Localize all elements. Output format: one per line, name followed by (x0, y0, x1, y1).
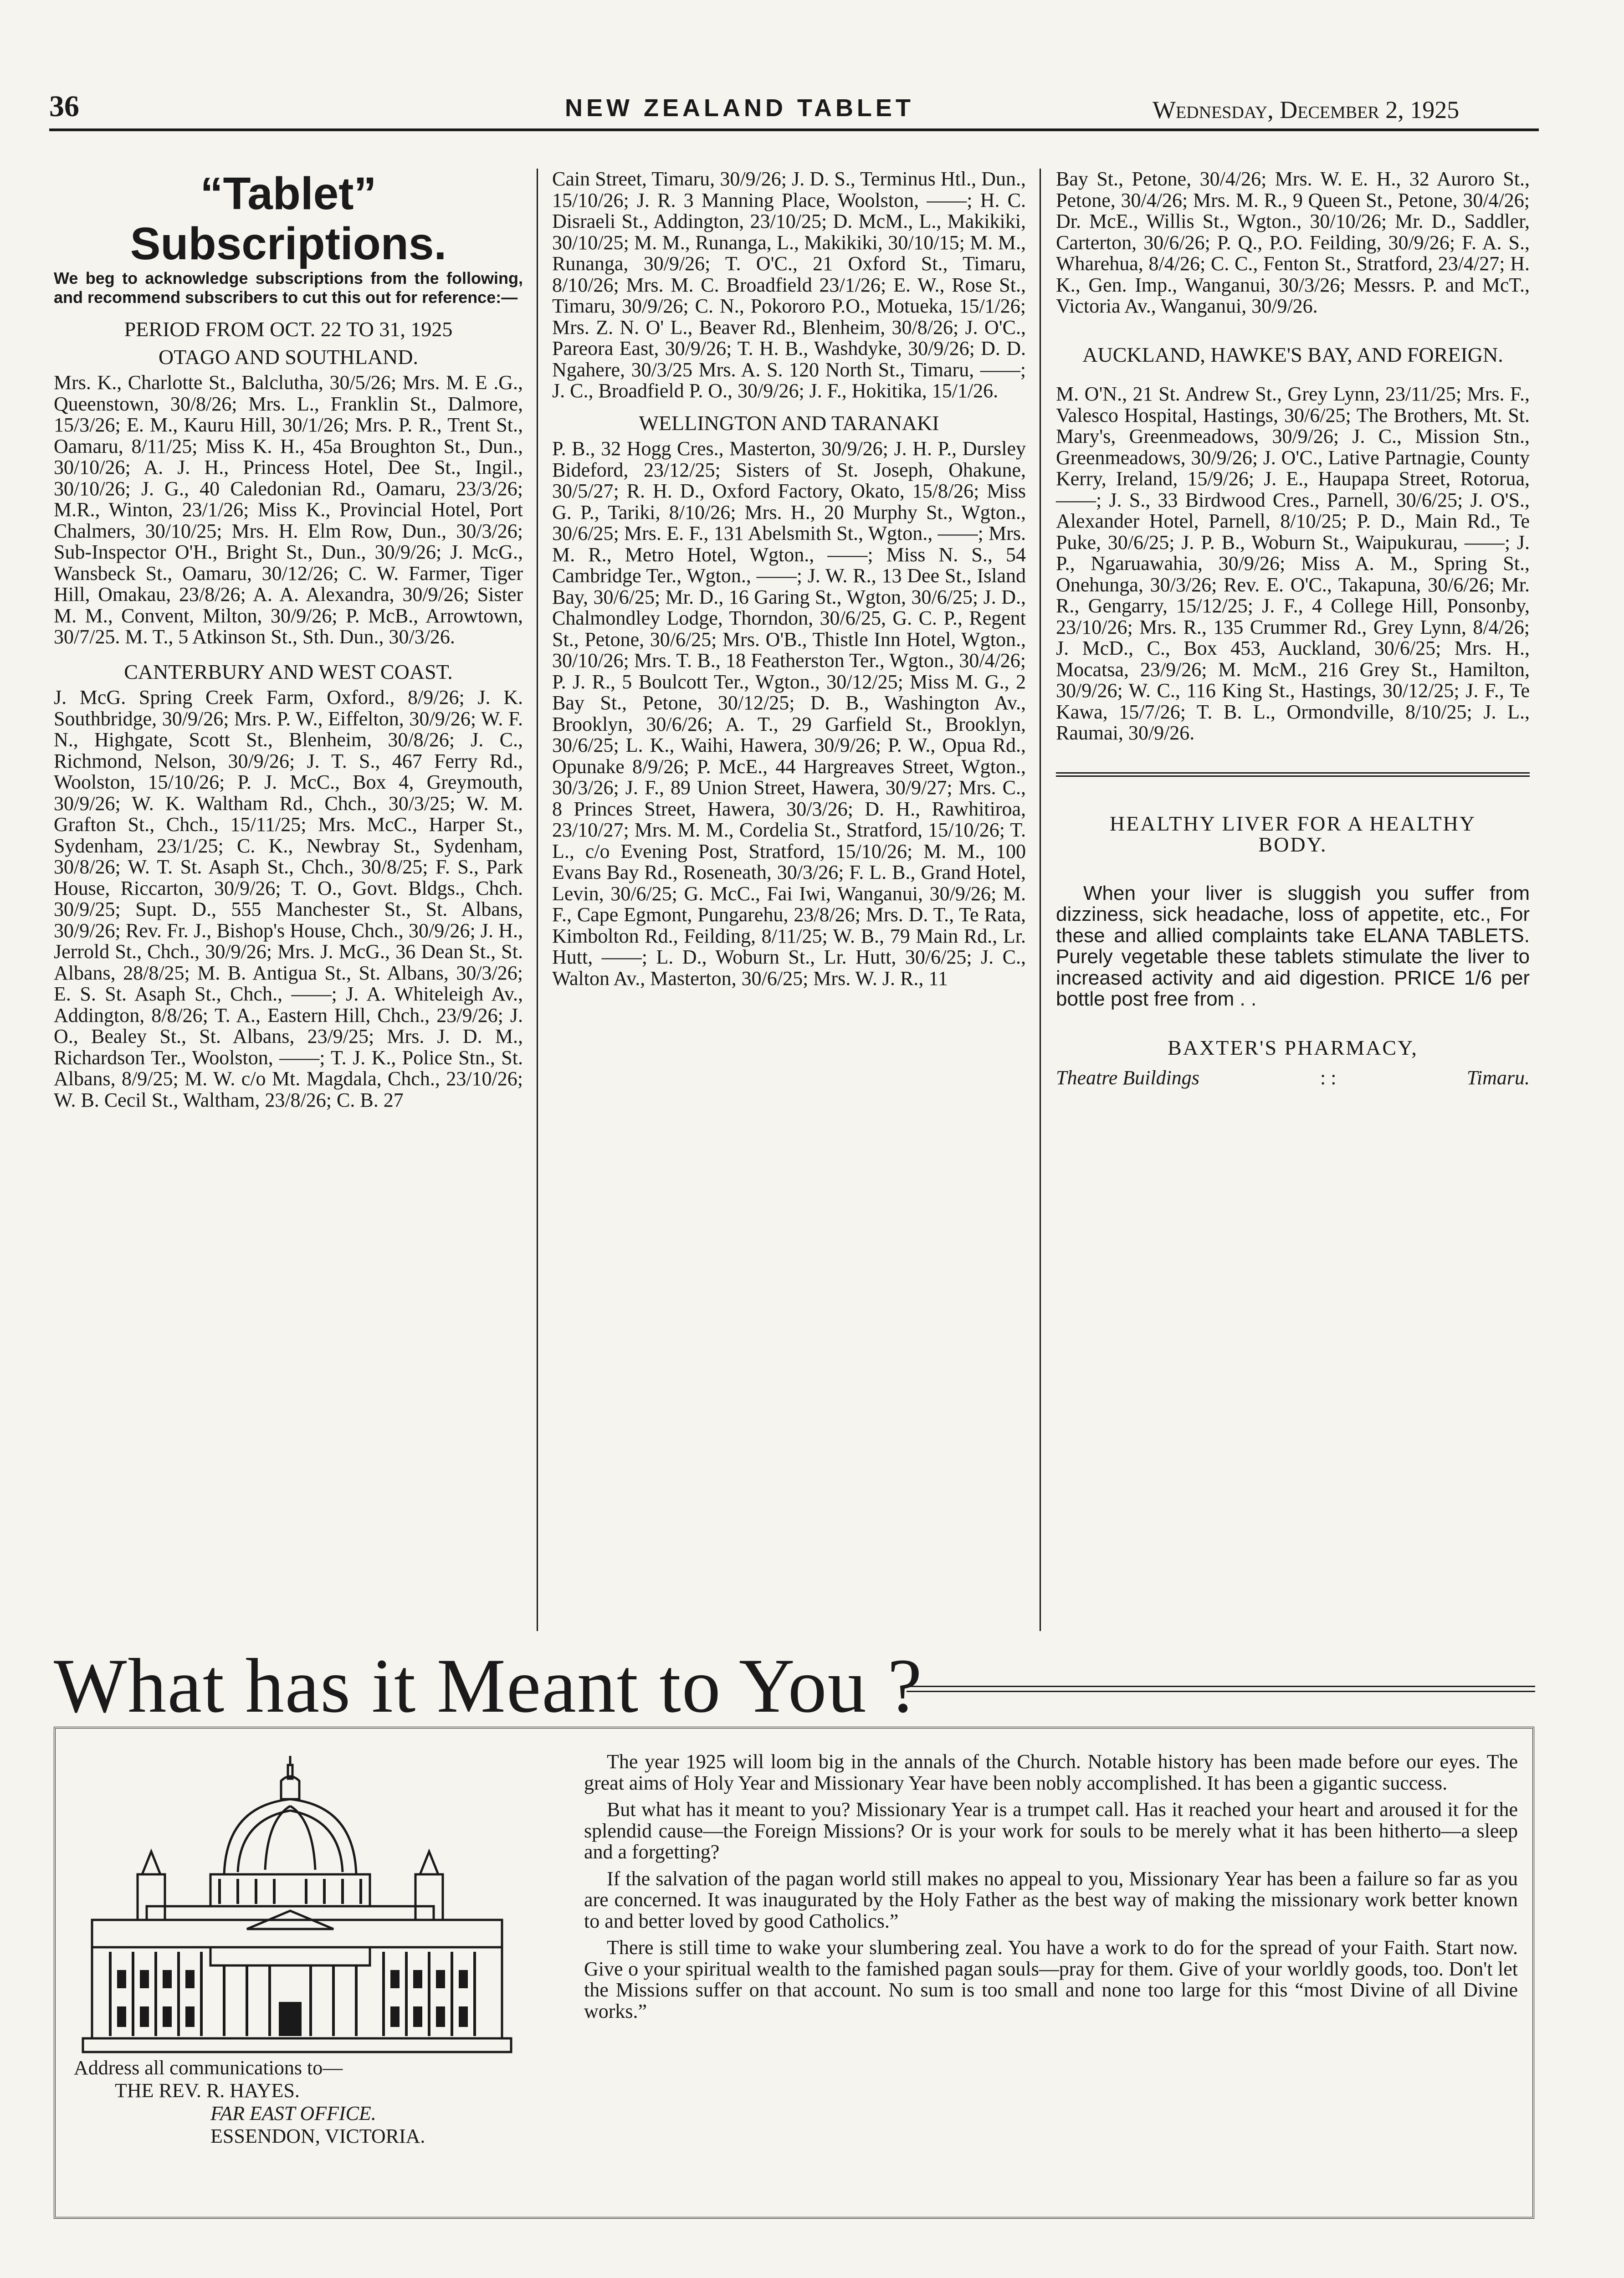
subscriptions-intro: We beg to acknowledge subscriptions from the following, and recommend subscribers to cut this out for reference:— (54, 269, 523, 307)
address-line-1: THE REV. R. HAYES. (115, 2079, 300, 2102)
mission-ad-title: What has it Meant to You ? (54, 1643, 923, 1729)
pharmacy-town: Timaru. (1466, 1067, 1530, 1089)
page-number: 36 (49, 90, 79, 123)
mission-paragraph-2: But what has it meant to you? Missionary Year is a trumpet call. Has it reached your heart and aroused it for the splendid cause—the Foreign Missions? Or is your work for souls to be merely what it has been hitherto—a sleep and a forgetting? (584, 1798, 1518, 1863)
address-intro: Address all communications to— (74, 2057, 343, 2079)
pharmacy-location (1056, 1067, 1530, 1095)
column-divider (1040, 169, 1041, 1631)
issue-date: Wednesday, December 2, 1925 (1153, 96, 1460, 123)
header-rule (49, 128, 1539, 131)
auckland-heading: AUCKLAND, HAWKE'S BAY, AND FOREIGN. (1082, 343, 1503, 366)
liver-ad-heading: HEALTHY LIVER FOR A HEALTHY BODY. (1109, 811, 1476, 856)
canterbury-heading: CANTERBURY AND WEST COAST. (124, 660, 453, 683)
mission-paragraph-3: If the salvation of the pagan world still makes no appeal to you, Missionary Year has been a failure so far as you are concerned. It was inaugurated by the Holy Father as the best way of making the missionary work better known to and better loved by good Catholics.” (584, 1867, 1518, 1932)
canterbury-list: J. McG. Spring Creek Farm, Oxford., 8/9/26; J. K. Southbridge, 30/9/26; Mrs. P. W., Eiffelton, 30/9/26; W. F. N., Highgate, Scott St., Blenheim, 30/8/26; J. C., Richmond, Nelson, 30/9/26; J. T. S., 467 Ferry Rd., Woolston, 15/10/26; P. J. McC., Box 4, Greymouth, 30/9/26; W. K. Waltham Rd., Chch., 30/3/25; W. M. Grafton St., Chch., 15/11/25; Mrs. McC., Harper St., Sydenham, 23/1/25; C. K., Newbray St., Sydenham, 30/8/26; W. T. St. Asaph St., Chch., 30/8/25; F. S., Park House, Riccarton, 30/9/26; T. O., Govt. Bldgs., Chch. 30/9/25; Supt. D., 555 Manchester St., St. Albans, 30/9/26; Rev. Fr. J., Bishop's House, Chch., 30/9/26; J. H., Jerrold St., Chch., 30/9/26; Mrs. J. McG., 36 Dean St., St. Albans, 28/8/25; M. B. Antigua St., St. Albans, 30/3/26; E. S. St. Asaph St., Chch., ——; J. A. Whiteleigh Av., Addington, 8/8/26; T. A., Eastern Hill, Chch., 23/9/26; J. O., Bealey St., St. Albans, 23/9/25; Mrs. J. D. M., Richardson Ter., Woolston, ——; T. J. K., Police Stn., St. Albans, 8/9/25; M. W. c/o Mt. Magdala, Chch., 23/10/26; W. B. Cecil St., Waltham, 23/8/26; C. B. 27 (54, 686, 523, 1111)
subscriptions-title: “Tablet” Subscriptions. (130, 168, 447, 269)
mission-paragraph-4: There is still time to wake your slumbering zeal. You have a work to do for the spread of your Faith. Start now. Give o your spiritual wealth to the famished pagan souls—pray for them. Give of your worldly goods, too. Don't let the Missions suffer on that account. No sum is too small and none too large for this “most Divine of all Divine works.” (584, 1936, 1518, 2022)
liver-ad-text: When your liver is sluggish you suffer from dizziness, sick headache, loss of appetite, etc., For these and allied complaints take ELANA TABLETS. Purely vegetable these tablets stimulate the liver to increased activity and aid digestion. PRICE 1/6 per bottle post free from . . (1056, 882, 1530, 1010)
wellington-heading: WELLINGTON AND TARANAKI (639, 411, 939, 435)
address-line-2: FAR EAST OFFICE. (210, 2102, 376, 2124)
newspaper-title: NEW ZEALAND TABLET (565, 94, 914, 122)
mission-ad-box (54, 1727, 1534, 2219)
ad-separator (1056, 772, 1530, 777)
pharmacy-name: BAXTER'S PHARMACY, (1168, 1036, 1418, 1059)
wellington-list: P. B., 32 Hogg Cres., Masterton, 30/9/26; J. H. P., Dursley Bideford, 23/12/25; Sisters of St. Joseph, Ohakune, 30/5/27; R. H. D., Oxford Factory, Okato, 15/8/26; Miss G. P., Tariki, 8/10/26; Mrs. H., 20 Murphy St., Wgton., 30/6/25; Mrs. E. F., 131 Abelsmith St., Wgton., ——; Mrs. M. R., Metro Hotel, Wgton., ——; Miss N. S., 54 Cambridge Ter., Wgton., ——; J. W. R., 13 Dee St., Island Bay, 30/6/25; Mr. D., 16 Garing St., Wgton, 30/6/25; J. D., Chalmondley Lodge, Thorndon, 30/6/25, G. C. P., Regent St., Petone, 30/6/25; Mrs. O'B., Thistle Inn Hotel, Wgton., 30/10/26; Mrs. T. B., 18 Featherston Ter., Wgton., 30/4/26; P. J. R., 5 Boulcott Ter., Wgton., 30/12/25; Miss M. G., 2 Bay St., Petone, 30/12/25; D. B., Washington Av., Brooklyn, 30/6/26; A. T., 29 Garfield St., Brooklyn, 30/6/25; L. K., Waihi, Hawera, 30/9/26; P. W., Opua Rd., Opunake 8/9/26; P. McE., 44 Hargreaves Street, Wgton., 30/3/26; J. F., 89 Union Street, Hawera, 30/9/27; Mrs. C., 8 Princes Street, Hawera, 30/3/26; D. H., Rawhitiroa, 23/10/27; Mrs. M. M., Cordelia St., Stratford, 15/10/26; T. L., c/o Evening Post, Stratford, 15/10/26; M. M., 100 Evans Bay Rd., Roseneath, 30/3/26; F. L. B., Grand Hotel, Levin, 30/6/25; G. McC., Fai Iwi, Wanganui, 30/9/26; M. F., Cape Egmont, Pungarehu, 23/8/26; Mrs. D. T., Te Rata, Kimbolton Rd., Feilding, 8/11/25; W. B., 79 Main Rd., Lr. Hutt, ——; L. D., Woburn St., Lr. Hutt, 30/6/25; J. C., Walton Av., Masterton, 30/6/25; Mrs. W. J. R., 11 (552, 437, 1026, 990)
pharmacy-building: Theatre Buildings (1056, 1067, 1199, 1089)
cathedral-illustration (74, 1756, 529, 2057)
canterbury-list-continued: Cain Street, Timaru, 30/9/26; J. D. S., Terminus Htl., Dun., 15/10/26; J. R. 3 Manning Place, Woolston, ——; H. C. Disraeli St., Addington, 23/10/25; D. McM., L., Makikiki, 30/10/25; M. M., Runanga, L., Makikiki, 30/10/15; M. M., Runanga, 30/9/26; T. O'C., 21 Oxford St., Timaru, 8/10/26; Mrs. M. C. Broadfield 23/1/26; E. W., Rose St., Timaru, 30/9/26; C. N., Pokororo P.O., Motueka, 15/1/26; Mrs. Z. N. O' L., Beaver Rd., Blenheim, 30/8/26; J. O'C., Pareora East, 30/9/26; T. H. B., Washdyke, 30/9/26; D. D. Ngahere, 30/3/25 Mrs. A. S. 120 North St., Timaru, ——; J. C., Broadfield P. O., 30/9/26; J. F., Hokitika, 15/1/26. (552, 168, 1026, 402)
address-line-3: ESSENDON, VICTORIA. (210, 2125, 425, 2147)
subscriptions-column-1 (54, 169, 523, 1640)
period-heading: PERIOD FROM OCT. 22 TO 31, 1925 (124, 318, 453, 341)
mission-ad-text (584, 1751, 1518, 2027)
otago-list: Mrs. K., Charlotte St., Balclutha, 30/5/26; Mrs. M. E .G., Queenstown, 30/8/26; Mrs. L., Franklin St., Dalmore, 15/3/26; E. M., Kauru Hill, 30/1/26; Mrs. P. R., Trent St., Oamaru, 8/11/25; Miss K. H., 45a Broughton St., Dun., 30/10/26; A. J. H., Princess Hotel, Dee St., Ingil., 30/10/26; J. G., 40 Caledonian Rd., Oamaru, 23/3/26; M.R., Winton, 23/1/26; Miss K., Provincial Hotel, Port Chalmers, 30/10/25; Mrs. H. Elm Row, Dun., 30/3/26; Sub-Inspector O'H., Bright St., Dun., 30/9/26; J. McG., Wansbeck St., Oamaru, 30/12/26; C. W. Farmer, Tiger Hill, Omakau, 23/8/26; A. A. Alexandra, 30/9/26; Sister M. M., Convent, Milton, 30/9/26; P. McB., Arrowtown, 30/7/25. M. T., 5 Atkinson St., Sth. Dun., 30/3/26. (54, 371, 523, 648)
subscriptions-column-2 (552, 169, 1026, 1640)
auckland-list: M. O'N., 21 St. Andrew St., Grey Lynn, 23/11/25; Mrs. F., Valesco Hospital, Hastings, 30/6/25; The Brothers, Mt. St. Mary's, Greenmeadows, 30/9/26; J. C., Mission Stn., Greenmeadows, 30/9/26; J. O'C., Lative Partnagie, County Kerry, Ireland, 15/9/26; J. E., Haupapa Street, Rotorua, ——; J. S., 33 Birdwood Cres., Parnell, 30/6/25; J. O'S., Alexander Hotel, Parnell, 8/10/25; P. D., Main Rd., Te Puke, 30/6/25; J. P. B., Woburn St., Waipukurau, ——; J. P., Ngaruawahia, 30/9/26; Miss A. M., Spring St., Onehunga, 30/3/26; Rev. E. O'C., Takapuna, 30/6/26; Mr. R., Gengarry, 15/12/25; J. F., 4 College Hill, Ponsonby, 23/10/26; Mrs. R., 135 Crummer Rd., Grey Lynn, 8/4/26; J. McD., C., Box 453, Auckland, 30/6/25; Mrs. H., Mocatsa, 23/9/26; M. McM., 216 Grey St., Hamilton, 30/9/26; W. C., 116 King St., Hastings, 30/12/25; J. F., Te Kawa, 15/7/26; T. B. L., Ormondville, 8/10/25; J. L., Raumai, 30/9/26. (1056, 383, 1530, 744)
mission-title-rule (907, 1686, 1535, 1692)
wellington-list-continued: Bay St., Petone, 30/4/26; Mrs. W. E. H., 32 Auroro St., Petone, 30/4/26; Mrs. M. R., 9 Queen St., Petone, 30/4/26; Dr. McE., Willis St., Wgton., 30/10/26; Mr. D., Saddler, Carterton, 30/6/26; P. Q., P.O. Feilding, 30/9/26; F. A. S., Wharehua, 8/4/26; C. C., Fenton St., Stratford, 23/4/27; H. K., Gen. Imp., Wanganui, 30/3/26; Messrs. P. and McT., Victoria Av., Wanganui, 30/9/26. (1056, 168, 1530, 317)
subscriptions-column-3 (1056, 169, 1530, 1640)
mission-paragraph-1: The year 1925 will loom big in the annals of the Church. Notable history has been made before our eyes. The great aims of Holy Year and Missionary Year have been nobly accomplished. It has been a gigantic success. (584, 1750, 1518, 1794)
mission-address (74, 2057, 575, 2148)
column-divider (537, 169, 538, 1631)
location-separator: : : (1320, 1067, 1337, 1089)
otago-heading: OTAGO AND SOUTHLAND. (158, 345, 418, 369)
